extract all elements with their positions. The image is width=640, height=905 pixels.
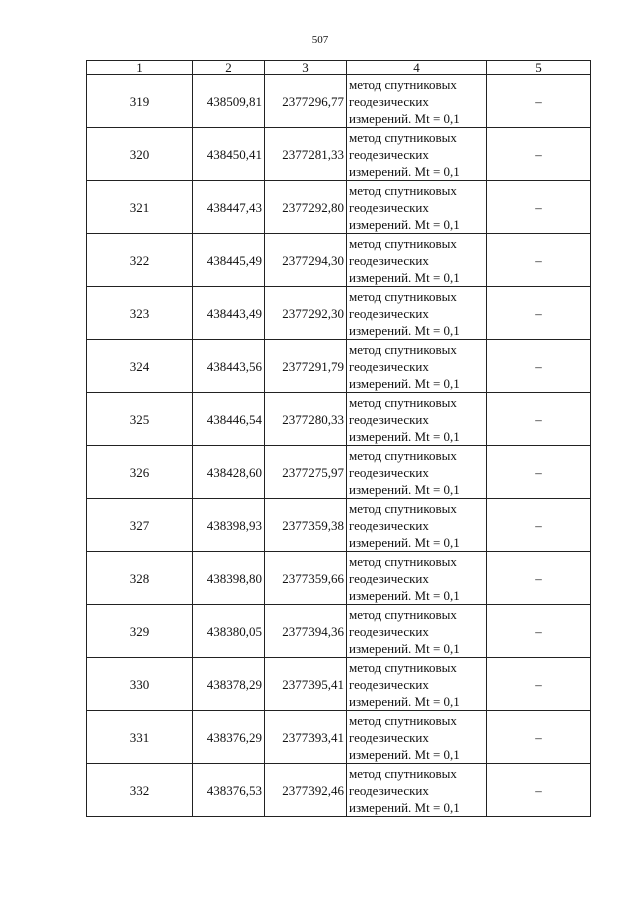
note-cell: – <box>487 552 591 605</box>
note-cell: – <box>487 287 591 340</box>
method-cell <box>347 764 487 817</box>
method-cell <box>347 287 487 340</box>
note-cell: – <box>487 128 591 181</box>
note-cell: – <box>487 658 591 711</box>
x-coordinate-cell: 438447,43 <box>193 181 265 234</box>
table-row <box>87 658 591 711</box>
y-coordinate-cell: 2377392,46 <box>265 764 347 817</box>
page-number: 507 <box>311 34 329 46</box>
point-number-cell: 321 <box>87 181 193 234</box>
method-line: геодезических <box>349 464 429 480</box>
column-header-2: 2 <box>193 61 265 75</box>
point-number-cell: 331 <box>87 711 193 764</box>
point-number-cell: 322 <box>87 234 193 287</box>
x-coordinate-cell: 438443,49 <box>193 287 265 340</box>
method-line: метод спутниковых <box>349 765 457 781</box>
y-coordinate-cell: 2377291,79 <box>265 340 347 393</box>
method-line: геодезических <box>349 199 429 215</box>
point-number-cell: 320 <box>87 128 193 181</box>
method-line: измерений. Mt = 0,1 <box>349 799 460 815</box>
method-line: геодезических <box>349 411 429 427</box>
x-coordinate-cell: 438398,80 <box>193 552 265 605</box>
column-header-4: 4 <box>347 61 487 75</box>
x-coordinate-cell: 438376,53 <box>193 764 265 817</box>
note-cell: – <box>487 393 591 446</box>
point-number-cell: 332 <box>87 764 193 817</box>
method-cell <box>347 658 487 711</box>
y-coordinate-cell: 2377394,36 <box>265 605 347 658</box>
y-coordinate-cell: 2377393,41 <box>265 711 347 764</box>
point-number-cell: 327 <box>87 499 193 552</box>
coordinates-table <box>86 60 591 817</box>
method-line: метод спутниковых <box>349 712 457 728</box>
table-row <box>87 764 591 817</box>
note-cell: – <box>487 764 591 817</box>
point-number-cell: 329 <box>87 605 193 658</box>
method-line: измерений. Mt = 0,1 <box>349 693 460 709</box>
note-cell: – <box>487 234 591 287</box>
method-line: измерений. Mt = 0,1 <box>349 746 460 762</box>
note-cell: – <box>487 75 591 128</box>
x-coordinate-cell: 438398,93 <box>193 499 265 552</box>
column-header-5: 5 <box>487 61 591 75</box>
table-row <box>87 181 591 234</box>
y-coordinate-cell: 2377296,77 <box>265 75 347 128</box>
method-cell <box>347 340 487 393</box>
table-row <box>87 499 591 552</box>
method-cell <box>347 393 487 446</box>
method-line: геодезических <box>349 146 429 162</box>
y-coordinate-cell: 2377359,38 <box>265 499 347 552</box>
method-line: измерений. Mt = 0,1 <box>349 269 460 285</box>
note-cell: – <box>487 340 591 393</box>
method-line: метод спутниковых <box>349 76 457 92</box>
method-line: метод спутниковых <box>349 182 457 198</box>
table-row <box>87 446 591 499</box>
method-cell <box>347 499 487 552</box>
note-cell: – <box>487 711 591 764</box>
x-coordinate-cell: 438450,41 <box>193 128 265 181</box>
y-coordinate-cell: 2377292,30 <box>265 287 347 340</box>
method-cell <box>347 75 487 128</box>
table-row <box>87 605 591 658</box>
method-line: метод спутниковых <box>349 447 457 463</box>
table-row <box>87 711 591 764</box>
x-coordinate-cell: 438428,60 <box>193 446 265 499</box>
note-cell: – <box>487 605 591 658</box>
point-number-cell: 324 <box>87 340 193 393</box>
note-cell: – <box>487 499 591 552</box>
method-cell <box>347 128 487 181</box>
method-line: метод спутниковых <box>349 659 457 675</box>
method-line: метод спутниковых <box>349 553 457 569</box>
table-row <box>87 340 591 393</box>
note-cell: – <box>487 446 591 499</box>
method-line: метод спутниковых <box>349 500 457 516</box>
point-number-cell: 326 <box>87 446 193 499</box>
method-line: геодезических <box>349 305 429 321</box>
x-coordinate-cell: 438445,49 <box>193 234 265 287</box>
method-line: геодезических <box>349 252 429 268</box>
table-header-row <box>87 61 591 75</box>
method-line: геодезических <box>349 93 429 109</box>
method-cell <box>347 552 487 605</box>
x-coordinate-cell: 438380,05 <box>193 605 265 658</box>
y-coordinate-cell: 2377359,66 <box>265 552 347 605</box>
method-line: геодезических <box>349 623 429 639</box>
point-number-cell: 323 <box>87 287 193 340</box>
y-coordinate-cell: 2377292,80 <box>265 181 347 234</box>
y-coordinate-cell: 2377280,33 <box>265 393 347 446</box>
method-line: метод спутниковых <box>349 606 457 622</box>
method-line: измерений. Mt = 0,1 <box>349 322 460 338</box>
y-coordinate-cell: 2377294,30 <box>265 234 347 287</box>
y-coordinate-cell: 2377275,97 <box>265 446 347 499</box>
method-cell <box>347 234 487 287</box>
table-row <box>87 128 591 181</box>
method-line: геодезических <box>349 782 429 798</box>
method-line: измерений. Mt = 0,1 <box>349 428 460 444</box>
method-line: метод спутниковых <box>349 394 457 410</box>
method-cell <box>347 181 487 234</box>
x-coordinate-cell: 438446,54 <box>193 393 265 446</box>
method-line: метод спутниковых <box>349 129 457 145</box>
table-row <box>87 75 591 128</box>
point-number-cell: 330 <box>87 658 193 711</box>
method-line: измерений. Mt = 0,1 <box>349 640 460 656</box>
column-header-1: 1 <box>87 61 193 75</box>
method-line: измерений. Mt = 0,1 <box>349 216 460 232</box>
table-row <box>87 552 591 605</box>
x-coordinate-cell: 438376,29 <box>193 711 265 764</box>
method-line: геодезических <box>349 729 429 745</box>
method-line: измерений. Mt = 0,1 <box>349 110 460 126</box>
method-line: измерений. Mt = 0,1 <box>349 587 460 603</box>
x-coordinate-cell: 438509,81 <box>193 75 265 128</box>
table-row <box>87 234 591 287</box>
x-coordinate-cell: 438378,29 <box>193 658 265 711</box>
method-cell <box>347 446 487 499</box>
table-row <box>87 287 591 340</box>
method-line: метод спутниковых <box>349 235 457 251</box>
method-line: геодезических <box>349 676 429 692</box>
method-line: геодезических <box>349 570 429 586</box>
method-line: измерений. Mt = 0,1 <box>349 163 460 179</box>
note-cell: – <box>487 181 591 234</box>
method-line: измерений. Mt = 0,1 <box>349 534 460 550</box>
point-number-cell: 319 <box>87 75 193 128</box>
method-line: измерений. Mt = 0,1 <box>349 481 460 497</box>
y-coordinate-cell: 2377281,33 <box>265 128 347 181</box>
x-coordinate-cell: 438443,56 <box>193 340 265 393</box>
point-number-cell: 328 <box>87 552 193 605</box>
method-line: измерений. Mt = 0,1 <box>349 375 460 391</box>
column-header-3: 3 <box>265 61 347 75</box>
table-row <box>87 393 591 446</box>
method-cell <box>347 605 487 658</box>
method-line: геодезических <box>349 358 429 374</box>
method-line: геодезических <box>349 517 429 533</box>
method-line: метод спутниковых <box>349 288 457 304</box>
y-coordinate-cell: 2377395,41 <box>265 658 347 711</box>
point-number-cell: 325 <box>87 393 193 446</box>
method-line: метод спутниковых <box>349 341 457 357</box>
method-cell <box>347 711 487 764</box>
